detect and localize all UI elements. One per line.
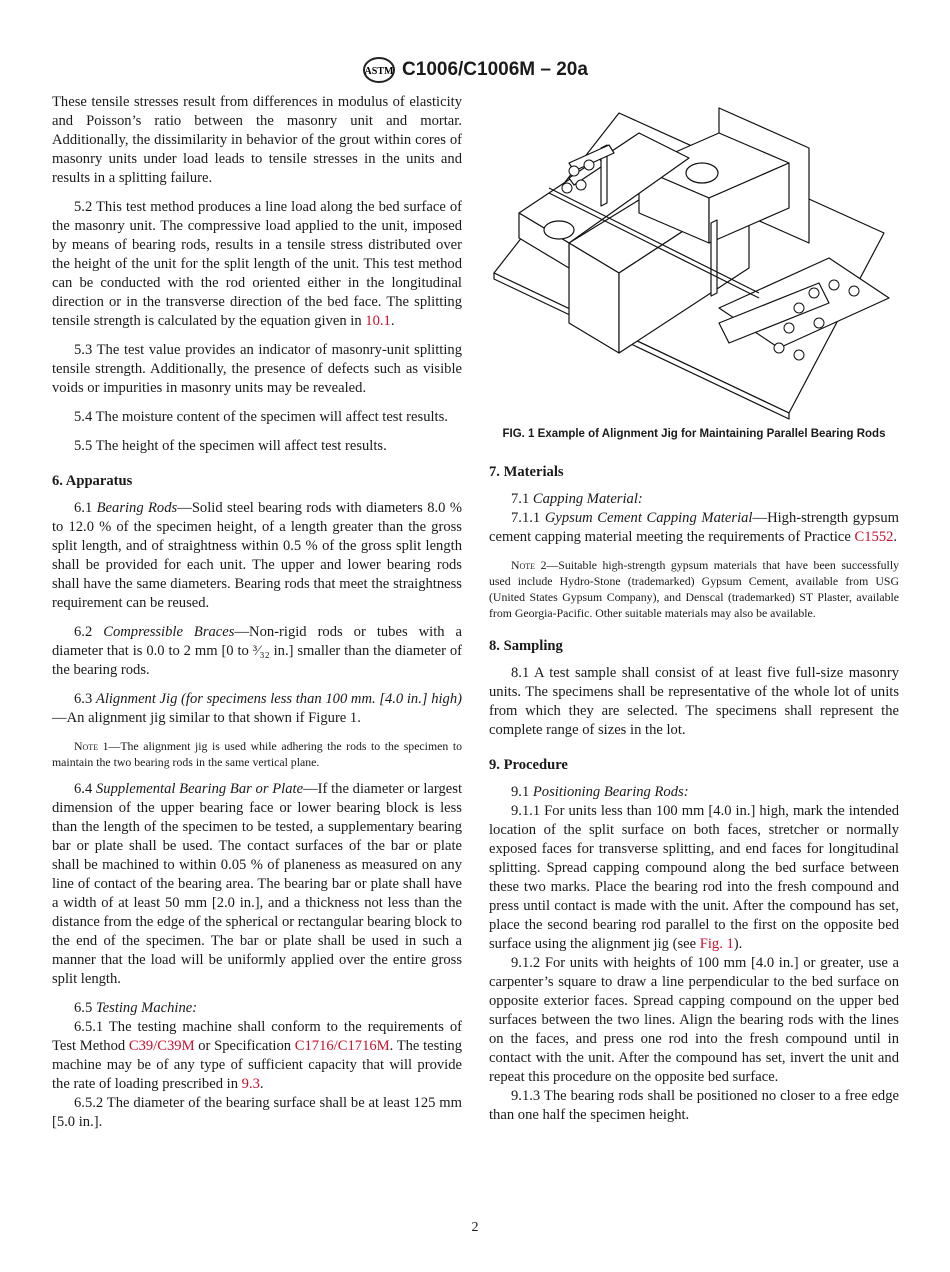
paragraph — [52, 408, 462, 427]
paragraph — [52, 1094, 462, 1132]
italic-term: Supplemental Bearing Bar or Plate — [95, 781, 304, 797]
text-run: 5.5 The height of the specimen will affect test results. — [74, 438, 387, 454]
note-label: Note — [74, 739, 99, 753]
text-run: . — [259, 1076, 264, 1092]
text-run: 2—Suitable high-strength gypsum materials that have been successfully used include Hydro-Stone (trademarked) Gypsum Cement, available from USG (United States Gypsum Company), and Denscal (trademarked) ST Plaster, available from Georgia-Pacific. Other suitable materials may also be available. — [489, 558, 899, 620]
cross-reference-link[interactable]: Fig. 1 — [699, 936, 734, 952]
text-run: 8. Sampling — [489, 638, 563, 654]
paragraph — [489, 1087, 899, 1125]
text-run: —Solid steel bearing rods with diameters 8.0 % to 12.0 % of the specimen height, of a length greater than the gross split length, and of straightness within 0.5 % of the gross split length shall be provided for each unit. The upper and lower bearing rods shall have the same diameters. Bearing rods that meet the straightness requirement can be reused. — [52, 500, 462, 611]
section-heading — [489, 463, 899, 482]
text-run: . — [390, 313, 395, 329]
italic-term: Testing Machine: — [95, 1000, 198, 1016]
paragraph — [489, 802, 899, 954]
paragraph — [52, 623, 462, 680]
document-designation: C1006/C1006M – 20a — [402, 59, 588, 81]
page-number: 2 — [471, 1220, 479, 1235]
text-run: 9. Procedure — [489, 757, 568, 773]
cross-reference-link[interactable]: C1552 — [854, 529, 894, 545]
text-run: 9.1.2 For units with heights of 100 mm [4.0 in.] or greater, use a carpenter’s square to draw a line perpendicular to the bed surface on opposite exterior faces. Spread capping compound on the upper bed surfaces between the two lines. Align the bearing rods with the lines on the faces, and press one rod into the fresh compound until in contact with the unit. After the compound has set, invert the unit and repeat this procedure on the opposite bed surface. — [489, 955, 899, 1085]
note-label: Note — [511, 558, 536, 572]
text-run: 6.5.2 The diameter of the bearing surface shall be at least 125 mm [5.0 in.]. — [52, 1095, 462, 1130]
paragraph — [52, 499, 462, 613]
text-run: or Specification — [194, 1038, 295, 1054]
document-header — [0, 56, 950, 84]
italic-term: Alignment Jig (for specimens less than 100 mm. [4.0 in.] high) — [95, 691, 463, 707]
text-run: 7. Materials — [489, 464, 564, 480]
text-run: —High-strength gypsum cement capping material meeting the requirements of Practice — [489, 510, 899, 545]
figure-caption: FIG. 1 Example of Alignment Jig for Maintaining Parallel Bearing Rods — [502, 428, 886, 440]
paragraph — [489, 954, 899, 1087]
paragraph — [489, 490, 899, 509]
text-run: 6.1 — [74, 500, 97, 516]
text-run: 5.3 The test value provides an indicator of masonry-unit splitting tensile strength. Additionally, the presence of defects such as visible voids or impurities in masonry units may be revealed. — [52, 342, 462, 396]
paragraph — [489, 509, 899, 547]
text-run: —If the diameter or largest dimension of the upper bearing face or lower bearing block is less than the length of the specimen to be tested, a supplementary bearing bar or plate shall be used. The contact surfaces of the bar or plate shall be machined to within 0.05 % of planeness as measured on any line of contact of the bearing area. The bearing bar or plate shall have a width of at least 50 mm [2.0 in.], and a thickness not less than the distance from the edge of the spherical or rectangular bearing block to the end of the specimen. The bar or plate shall be used in such a manner that the load will be uniformly applied over the entire gross split length. — [52, 781, 462, 987]
italic-term: Positioning Bearing Rods: — [532, 784, 689, 800]
section-heading — [489, 637, 899, 656]
text-run: 5.4 The moisture content of the specimen will affect test results. — [74, 409, 448, 425]
paragraph — [52, 198, 462, 331]
paragraph — [52, 341, 462, 398]
paragraph — [52, 780, 462, 989]
paragraph — [52, 437, 462, 456]
note-paragraph — [489, 557, 899, 621]
italic-term: Gypsum Cement Capping Material — [544, 510, 753, 526]
text-run: 6.4 — [74, 781, 96, 797]
text-run: 6.3 — [74, 691, 96, 707]
section-heading — [489, 756, 899, 775]
paragraph — [489, 664, 899, 740]
note-paragraph — [52, 738, 462, 770]
left-column — [52, 93, 462, 1142]
text-run: 9.1 — [511, 784, 533, 800]
text-run: 5.2 This test method produces a line load along the bed surface of the masonry unit. The compressive load applied to the unit, imposed by means of bearing rods, results in a tensile stress distributed over the height of the unit for the split length of the unit. This test method can be conducted with the rod oriented either in the longitudinal direction or in the transverse direction of the bed face. The splitting tensile strength is calculated by the equation given in — [52, 199, 462, 329]
text-run: 9.1.3 The bearing rods shall be positioned no closer to a free edge than one half the specimen height. — [489, 1088, 899, 1123]
cross-reference-link[interactable]: C1716/C1716M — [294, 1038, 390, 1054]
text-run: —An alignment jig similar to that shown if Figure 1. — [52, 710, 361, 726]
text-run: 9.1.1 For units less than 100 mm [4.0 in.] high, mark the intended location of the split surface on both faces, stretcher or normally exposed faces for transverse splitting, and end faces for longitudinal splitting. Spread capping compound along the bed surface between these two marks. Place the bearing rod into the fresh compound and press until contact is made with the unit. After the compound has set, place the second bearing rod parallel to the first on the opposite bed surface using the alignment jig (see — [489, 803, 899, 952]
text-run: 1—The alignment jig is used while adhering the rods to the specimen to maintain the two bearing rods in the same vertical plane. — [52, 739, 462, 769]
text-run: These tensile stresses result from differences in modulus of elasticity and Poisson’s ratio between the masonry unit and mortar. Additionally, the dissimilarity in behavior of the grout within cores of masonry units under load leads to tensile stresses in the units and results in a splitting failure. — [52, 94, 462, 186]
text-run: —Non-rigid rods or tubes with a diameter that is 0.0 to 2 mm [0 to ³⁄₃₂ in.] smaller than the diameter of the bearing rods. — [52, 624, 462, 678]
astm-logo-icon — [362, 56, 396, 84]
svg-text:ASTM: ASTM — [364, 66, 394, 77]
figure-1-alignment-jig — [489, 93, 899, 423]
right-column — [489, 93, 899, 1125]
text-run: 8.1 A test sample shall consist of at least five full-size masonry units. The specimens shall be representative of the whole lot of units from which they are selected. The specimens shall represent the complete range of sizes in the lot. — [489, 665, 899, 738]
text-run: 7.1 — [511, 491, 533, 507]
cross-reference-link[interactable]: 9.3 — [241, 1076, 260, 1092]
paragraph — [52, 1018, 462, 1094]
text-run: 6.5.1 The testing machine shall conform to the requirements of Test Method — [52, 1019, 462, 1054]
text-run: 6.5 — [74, 1000, 96, 1016]
text-run: 7.1.1 — [511, 510, 545, 526]
italic-term: Capping Material: — [532, 491, 643, 507]
text-run: . The testing machine may be of any type of sufficient capacity that will provide the rate of loading prescribed in — [52, 1038, 462, 1092]
text-run: 6.2 — [74, 624, 104, 640]
cross-reference-link[interactable]: C39/C39M — [128, 1038, 195, 1054]
paragraph — [489, 783, 899, 802]
paragraph — [52, 999, 462, 1018]
italic-term: Bearing Rods — [96, 500, 178, 516]
section-heading — [52, 472, 462, 491]
text-run: 6. Apparatus — [52, 473, 133, 489]
text-run: ). — [733, 936, 743, 952]
cross-reference-link[interactable]: 10.1 — [365, 313, 391, 329]
text-run: . — [893, 529, 898, 545]
paragraph — [52, 690, 462, 728]
right-column-text — [489, 463, 899, 1125]
paragraph — [52, 93, 462, 188]
italic-term: Compressible Braces — [103, 624, 235, 640]
